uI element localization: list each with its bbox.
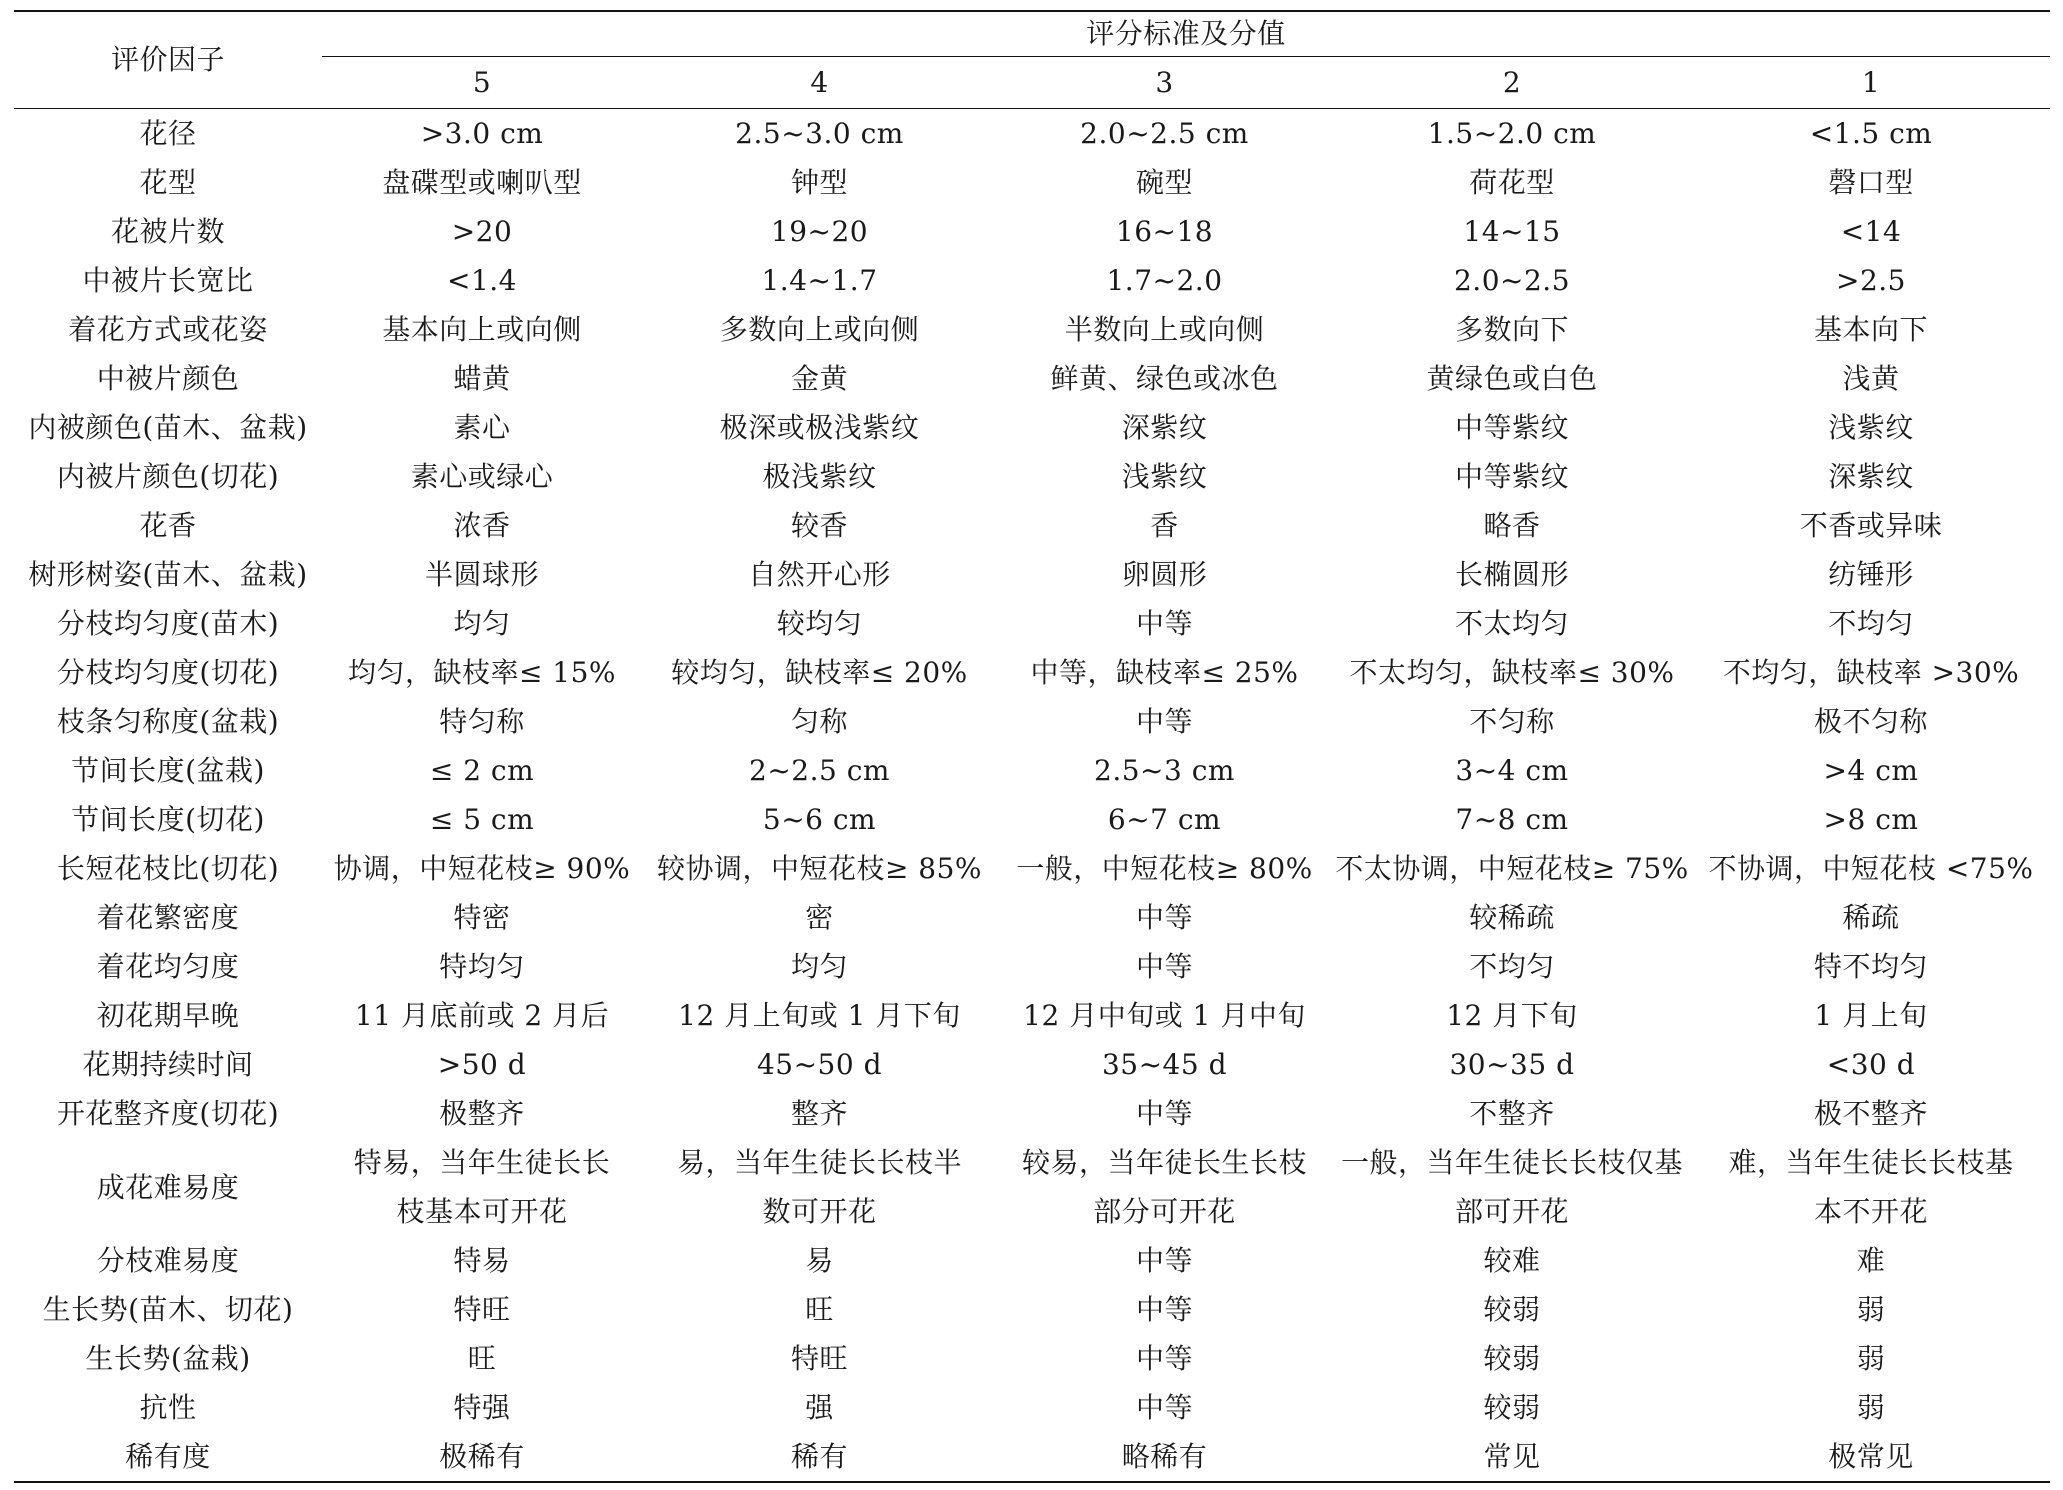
score-cell-2: 较弱 — [1483, 1391, 1541, 1424]
score-cell-1: 浅紫纹 — [1828, 411, 1914, 444]
score-cell-3: 一般，中短花枝≥ 80% — [1016, 852, 1313, 885]
score-cell-4: 匀称 — [790, 705, 848, 738]
table-row — [14, 354, 2050, 403]
score-cell-4: 特旺 — [790, 1342, 848, 1375]
score-cell-3: 12 月中旬或 1 月中旬 — [1023, 999, 1306, 1032]
score-cell-1: 磬口型 — [1828, 166, 1914, 199]
factor-cell: 生长势(盆栽) — [85, 1342, 251, 1375]
table-row — [14, 1285, 2050, 1334]
score-cell-3: 香 — [1150, 509, 1179, 542]
table-row — [14, 550, 2050, 599]
score-cell-1: >2.5 — [1836, 264, 1906, 297]
score-cell-4: 密 — [805, 901, 834, 934]
score-cell-3: 2.5~3 cm — [1094, 754, 1235, 787]
factor-cell: 生长势(苗木、切花) — [42, 1293, 294, 1326]
score-cell-1: >4 cm — [1823, 754, 1919, 787]
factor-cell: 内被片颜色(切花) — [56, 460, 280, 493]
table-body — [14, 109, 2050, 1483]
score-cell-5: 旺 — [467, 1342, 497, 1375]
score-cell-1: 不均匀，缺枝率 >30% — [1722, 656, 2020, 689]
score-cell-4: 金黄 — [790, 362, 848, 395]
score-cell-2: 不匀称 — [1469, 705, 1555, 738]
factor-cell: 抗性 — [139, 1391, 197, 1424]
score-cell-5: 特旺 — [453, 1293, 511, 1326]
evaluation-criteria-table — [14, 10, 2050, 1483]
score-cell-line: 易，当年生徒长长枝半 — [676, 1146, 962, 1179]
factor-cell: 花香 — [139, 509, 197, 542]
score-cell-1: 特不均匀 — [1813, 950, 1928, 983]
score-cell-5: 均匀，缺枝率≤ 15% — [347, 656, 617, 689]
score-cell-2: 多数向下 — [1454, 313, 1569, 346]
table-row — [14, 697, 2050, 746]
score-cell-5: 盘碟型或喇叭型 — [382, 166, 582, 199]
score-group-header: 评分标准及分值 — [322, 11, 2050, 57]
table-row — [14, 1432, 2050, 1482]
score-cell-3: 中等 — [1135, 1097, 1193, 1130]
score-cell-3: 浅紫纹 — [1121, 460, 1208, 493]
score-cell-5: 协调，中短花枝≥ 90% — [333, 852, 631, 885]
table-row — [14, 1383, 2050, 1432]
factor-cell: 节间长度(切花) — [71, 803, 265, 836]
score-cell-5: 蜡黄 — [453, 362, 511, 395]
score-cell-5: 极稀有 — [439, 1440, 525, 1473]
factor-cell: 开花整齐度(切花) — [56, 1097, 280, 1130]
table-row — [14, 501, 2050, 550]
score-cell-2: 不整齐 — [1469, 1097, 1555, 1130]
score-cell-line: 部分可开花 — [1093, 1195, 1236, 1228]
score-cell-2: 中等紫纹 — [1454, 411, 1569, 444]
score-cell-1: >8 cm — [1823, 803, 1919, 836]
score-cell-line: 本不开花 — [1813, 1195, 1928, 1228]
score-cell-3: 35~45 d — [1101, 1048, 1228, 1081]
factor-cell: 着花均匀度 — [96, 950, 240, 983]
score-cell-3: 1.7~2.0 — [1106, 264, 1223, 297]
score-cell-3: 2.0~2.5 cm — [997, 109, 1332, 159]
score-cell-2: 不太均匀，缺枝率≤ 30% — [1349, 656, 1675, 689]
table-row — [14, 1236, 2050, 1285]
score-cell-1: 不香或异味 — [1799, 509, 1943, 542]
score-cell-5: 特易 — [453, 1244, 511, 1277]
factor-cell: 分枝均匀度(切花) — [56, 656, 280, 689]
score-cell-4: 2~2.5 cm — [749, 754, 890, 787]
score-cell-3: 鲜黄、绿色或冰色 — [1050, 362, 1279, 395]
table-row — [14, 991, 2050, 1040]
score-cell-2: 不太均匀 — [1454, 607, 1569, 640]
score-cell-3: 中等 — [1135, 1391, 1193, 1424]
score-cell-2: 中等紫纹 — [1454, 460, 1569, 493]
score-cell-1: 基本向下 — [1813, 313, 1928, 346]
score-cell-line: 数可开花 — [762, 1195, 877, 1228]
factor-cell: 着花繁密度 — [96, 901, 240, 934]
factor-cell: 成花难易度 — [96, 1170, 240, 1204]
score-cell-2: 较难 — [1483, 1244, 1541, 1277]
table-row — [14, 207, 2050, 256]
score-cell-2: 2.0~2.5 — [1453, 264, 1571, 297]
score-cell-2: 黄绿色或白色 — [1426, 362, 1598, 395]
score-cell-3: 卵圆形 — [1121, 558, 1208, 591]
score-cell-4: 2.5~3.0 cm — [642, 109, 997, 159]
score-cell-4: 较协调，中短花枝≥ 85% — [656, 852, 983, 885]
score-header-2: 2 — [1502, 66, 1522, 99]
score-cell-1: 不均匀 — [1828, 607, 1914, 640]
score-cell-2: 长椭圆形 — [1454, 558, 1569, 591]
factor-cell: 初花期早晚 — [96, 999, 240, 1032]
score-cell-4: 1.4~1.7 — [761, 264, 878, 297]
table-row — [14, 158, 2050, 207]
score-cell-4: 易 — [805, 1244, 834, 1277]
factor-cell: 长短花枝比(切花) — [56, 852, 280, 885]
score-cell-5: <1.4 — [447, 264, 517, 297]
score-cell-4: 较均匀，缺枝率≤ 20% — [671, 656, 968, 689]
table-row — [14, 795, 2050, 844]
score-header-4: 4 — [810, 66, 829, 99]
score-cell-1 — [1692, 1138, 2050, 1236]
table-row — [14, 746, 2050, 795]
score-header-1: 1 — [1861, 66, 1881, 99]
score-cell-line: 难，当年生徒长长枝基 — [1728, 1146, 2014, 1179]
score-cell-1: 1 月上旬 — [1814, 999, 1928, 1032]
score-cell-1: 弱 — [1856, 1293, 1886, 1326]
score-cell-3: 中等 — [1135, 950, 1193, 983]
score-cell-5: 特均匀 — [439, 950, 525, 983]
score-cell-2: 常见 — [1483, 1440, 1541, 1473]
score-cell-line: 特易，当年生徒长长 — [353, 1146, 611, 1179]
table-row — [14, 256, 2050, 305]
table-row — [14, 1138, 2050, 1236]
table-row — [14, 305, 2050, 354]
score-cell-5: 极整齐 — [439, 1097, 525, 1130]
table-row — [14, 893, 2050, 942]
score-header-3: 3 — [1155, 66, 1174, 99]
score-header-5: 5 — [472, 66, 492, 99]
factor-cell: 分枝难易度 — [96, 1244, 240, 1277]
score-cell-4: 整齐 — [790, 1097, 848, 1130]
score-cell-3: 中等 — [1135, 705, 1193, 738]
score-cell-5: >20 — [451, 215, 513, 248]
table-row — [14, 109, 2050, 159]
table-row — [14, 1089, 2050, 1138]
score-cell-5: 基本向上或向侧 — [382, 313, 582, 346]
score-cell-5 — [322, 1138, 642, 1236]
score-cell-1: 稀疏 — [1842, 901, 1900, 934]
factor-cell: 花期持续时间 — [82, 1048, 254, 1081]
score-cell-4: 45~50 d — [756, 1048, 883, 1081]
score-cell-5: ≤ 5 cm — [429, 803, 535, 836]
score-cell-1: 极不整齐 — [1813, 1097, 1928, 1130]
score-cell-4: 旺 — [805, 1293, 834, 1326]
score-cell-3: 中等 — [1135, 901, 1193, 934]
score-cell-4: 钟型 — [790, 166, 848, 199]
table-row — [14, 844, 2050, 893]
score-cell-1: <1.5 cm — [1692, 109, 2050, 159]
score-cell-3: 中等 — [1135, 1244, 1193, 1277]
score-cell-1: 弱 — [1856, 1342, 1886, 1375]
score-cell-1: 不协调，中短花枝 <75% — [1708, 852, 2034, 885]
score-cell-5: >50 d — [437, 1048, 527, 1081]
score-cell-4: 12 月上旬或 1 月下旬 — [678, 999, 961, 1032]
score-cell-5: 特密 — [453, 901, 511, 934]
table-row — [14, 403, 2050, 452]
factor-cell: 花型 — [139, 166, 197, 199]
table-row — [14, 452, 2050, 501]
score-cell-2: 较弱 — [1483, 1293, 1541, 1326]
score-cell-2: 荷花型 — [1469, 166, 1555, 199]
factor-column-header: 评价因子 — [110, 43, 225, 76]
score-cell-4: 较均匀 — [776, 607, 863, 640]
score-cell-3: 略稀有 — [1121, 1440, 1208, 1473]
factor-cell: 枝条匀称度(盆栽) — [56, 705, 280, 738]
score-cell-5: 特强 — [453, 1391, 511, 1424]
score-cell-3: 中等 — [1135, 1293, 1193, 1326]
factor-cell: 花被片数 — [110, 215, 225, 248]
score-cell-3: 碗型 — [1135, 166, 1193, 199]
score-cell-4: 强 — [805, 1391, 834, 1424]
score-cell-5: 特匀称 — [439, 705, 525, 738]
table-header — [14, 11, 2050, 109]
score-cell-line: 枝基本可开花 — [396, 1195, 568, 1228]
score-cell-3: 16~18 — [1115, 215, 1214, 248]
score-cell-3: 中等 — [1135, 1342, 1193, 1375]
factor-cell: 中被片颜色 — [96, 362, 240, 395]
score-cell-2 — [1332, 1138, 1692, 1236]
score-cell-3: 深紫纹 — [1121, 411, 1208, 444]
score-cell-2: 较弱 — [1483, 1342, 1541, 1375]
score-cell-line: 部可开花 — [1454, 1195, 1569, 1228]
score-cell-4: 极深或极浅紫纹 — [719, 411, 920, 444]
score-cell-5: 半圆球形 — [424, 558, 539, 591]
score-cell-5: 素心或绿心 — [410, 460, 554, 493]
score-cell-3: 中等 — [1135, 607, 1193, 640]
table-row — [14, 648, 2050, 697]
score-cell-5: ≤ 2 cm — [429, 754, 535, 787]
score-cell-4: 5~6 cm — [762, 803, 877, 836]
table-row — [14, 599, 2050, 648]
score-cell-1: 纺锤形 — [1828, 558, 1914, 591]
score-cell-2: 不均匀 — [1469, 950, 1555, 983]
score-cell-1: 难 — [1856, 1244, 1886, 1277]
score-cell-2: 较稀疏 — [1469, 901, 1555, 934]
score-cell-3: 中等，缺枝率≤ 25% — [1030, 656, 1299, 689]
table-row — [14, 1040, 2050, 1089]
score-cell-5: 11 月底前或 2 月后 — [354, 999, 610, 1032]
score-cell-1: 深紫纹 — [1828, 460, 1914, 493]
score-cell-line: 一般，当年生徒长长枝仅基 — [1340, 1146, 1683, 1179]
evaluation-table-container — [14, 10, 2050, 1483]
score-cell-2: 7~8 cm — [1455, 803, 1569, 836]
score-cell-1: 极不匀称 — [1813, 705, 1928, 738]
score-cell-1: 极常见 — [1828, 1440, 1914, 1473]
score-cell-1: <14 — [1840, 215, 1902, 248]
score-cell-line: 较易，当年徒长生长枝 — [1021, 1146, 1307, 1179]
score-cell-4: 均匀 — [790, 950, 848, 983]
score-cell-1: <30 d — [1826, 1048, 1916, 1081]
factor-cell: 内被颜色(苗木、盆栽) — [28, 411, 308, 444]
score-cell-4: 19~20 — [770, 215, 869, 248]
score-cell-2: 14~15 — [1463, 215, 1561, 248]
header-row-group — [14, 11, 2050, 57]
score-cell-1: 弱 — [1856, 1391, 1886, 1424]
score-cell-5: 浓香 — [453, 509, 511, 542]
factor-cell: 稀有度 — [125, 1440, 211, 1473]
score-cell-5: 素心 — [453, 411, 511, 444]
score-cell-3: 半数向上或向侧 — [1064, 313, 1265, 346]
score-cell-2: 12 月下旬 — [1446, 999, 1578, 1032]
score-cell-5: 均匀 — [453, 607, 511, 640]
score-cell-2: 3~4 cm — [1455, 754, 1569, 787]
factor-cell: 分枝均匀度(苗木) — [56, 607, 280, 640]
score-cell-5: >3.0 cm — [322, 109, 642, 159]
score-cell-1: 浅黄 — [1842, 362, 1900, 395]
score-cell-2: 1.5~2.0 cm — [1332, 109, 1692, 159]
score-cell-4: 自然开心形 — [748, 558, 891, 591]
score-cell-4: 较香 — [790, 509, 848, 542]
score-cell-3 — [997, 1138, 1332, 1236]
factor-cell: 中被片长宽比 — [82, 264, 254, 297]
factor-cell: 花径 — [14, 109, 322, 159]
factor-cell: 节间长度(盆栽) — [71, 754, 265, 787]
score-cell-2: 略香 — [1483, 509, 1541, 542]
score-cell-4 — [642, 1138, 997, 1236]
score-cell-4: 稀有 — [790, 1440, 848, 1473]
score-cell-2: 不太协调，中短花枝≥ 75% — [1335, 852, 1689, 885]
score-cell-3: 6~7 cm — [1107, 803, 1222, 836]
score-cell-2: 30~35 d — [1449, 1048, 1575, 1081]
factor-cell: 树形树姿(苗木、盆栽) — [28, 558, 308, 591]
table-row — [14, 942, 2050, 991]
score-cell-4: 极浅紫纹 — [762, 460, 877, 493]
table-row — [14, 1334, 2050, 1383]
score-cell-4: 多数向上或向侧 — [719, 313, 920, 346]
factor-cell: 着花方式或花姿 — [68, 313, 268, 346]
